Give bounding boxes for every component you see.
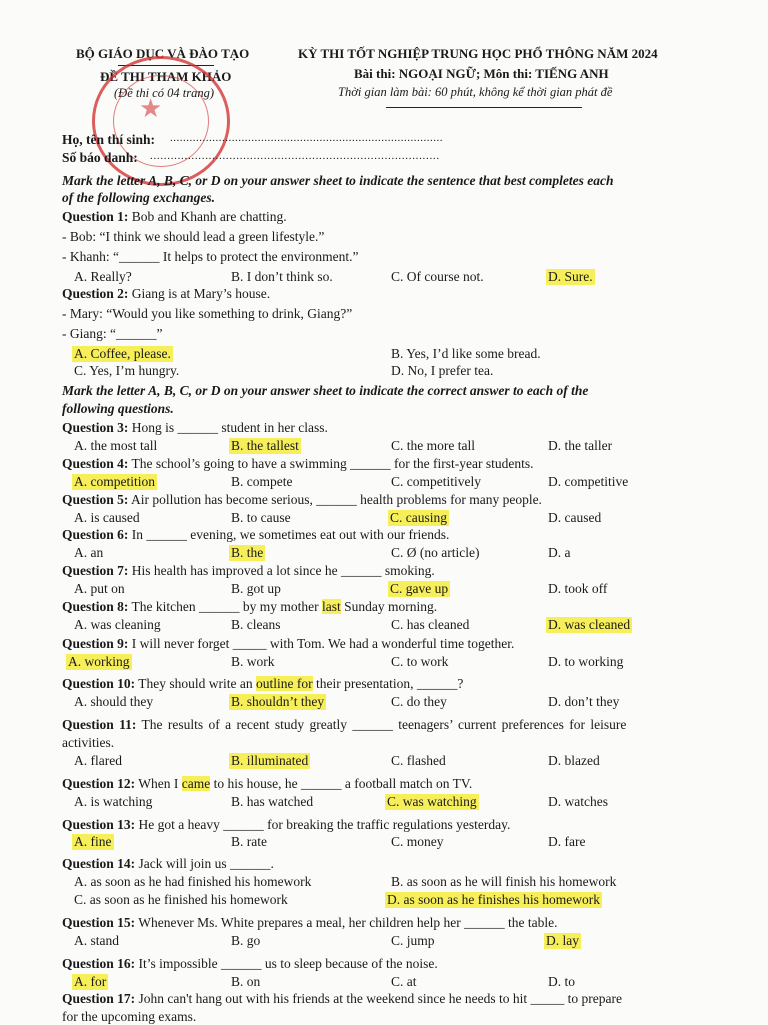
question-1: Question 1: Bob and Khanh are chatting. [62, 209, 287, 224]
q12-option-b: B. has watched [231, 794, 314, 809]
question-12: Question 12: When I came to his house, he ______ a football match on TV. [62, 776, 473, 791]
q7-option-c: C. gave up [390, 581, 449, 596]
question-6: Question 6: In ______ evening, we sometimes eat out with our friends. [62, 527, 450, 542]
q5-option-b: B. to cause [231, 510, 291, 525]
instruction-part2: Mark the letter A, B, C, or D on your answer sheet to indicate the correct answer to each of the [62, 383, 589, 398]
question-17: Question 17: John can't hang out with his friends at the weekend since he needs to hit _____ to prepare [62, 991, 622, 1006]
q6-option-c: C. Ø (no article) [391, 545, 480, 560]
q10-option-d: D. don’t they [548, 694, 620, 709]
q4-option-a: A. competition [74, 474, 155, 489]
q13-option-a: A. fine [74, 834, 112, 849]
question-16: Question 16: It’s impossible ______ us to sleep because of the noise. [62, 956, 438, 971]
q8-option-a: A. was cleaning [74, 617, 161, 632]
time-underline [386, 107, 582, 108]
q10-option-c: C. do they [391, 694, 447, 709]
q16-option-a: A. for [74, 974, 107, 989]
exam-time: Thời gian làm bài: 60 phút, không kể thời gian phát đề [338, 85, 613, 99]
q8-option-c: C. has cleaned [391, 617, 470, 632]
instruction-part1-cont: of the following exchanges. [62, 190, 216, 205]
q15-option-c: C. jump [391, 933, 435, 948]
q3-option-b: B. the tallest [231, 438, 299, 453]
q8-option-b: B. cleans [231, 617, 281, 632]
q10-option-b: B. shouldn’t they [231, 694, 325, 709]
q9-option-d: D. to working [548, 654, 624, 669]
q1-option-c: C. Of course not. [391, 269, 484, 284]
q11-option-b: B. illuminated [231, 753, 309, 768]
question-8: Question 8: The kitchen ______ by my mother last Sunday morning. [62, 599, 438, 614]
instruction-part1: Mark the letter A, B, C, or D on your answer sheet to indicate the sentence that best completes each [62, 173, 614, 188]
pages-note: (Đề thi có 04 trang) [114, 86, 214, 100]
question-15: Question 15: Whenever Ms. White prepares a meal, her children help her ______ the table. [62, 915, 558, 930]
q16-option-c: C. at [391, 974, 417, 989]
question-5: Question 5: Air pollution has become serious, ______ health problems for many people. [62, 492, 542, 507]
q14-option-b: B. as soon as he will finish his homework [391, 874, 617, 889]
candidate-number-label: Số báo danh: [62, 150, 138, 165]
q16-option-d: D. to [548, 974, 575, 989]
q6-option-a: A. an [74, 545, 104, 560]
question-17-cont: for the upcoming exams. [62, 1009, 197, 1024]
question-4: Question 4: The school’s going to have a swimming ______ for the first-year students. [62, 456, 534, 471]
q8-option-d: D. was cleaned [548, 617, 631, 632]
ministry-title: BỘ GIÁO DỤC VÀ ĐÀO TẠO [76, 46, 250, 61]
q7-option-b: B. got up [231, 581, 281, 596]
question-3: Question 3: Hong is ______ student in her class. [62, 420, 328, 435]
reference-label: ĐỀ THI THAM KHẢO [100, 69, 232, 84]
q5-option-d: D. caused [548, 510, 602, 525]
q2-line-1: - Mary: “Would you like something to drink, Giang?” [62, 306, 353, 321]
q1-option-d: D. Sure. [548, 269, 593, 284]
q15-option-a: A. stand [74, 933, 119, 948]
exam-title: KỲ THI TỐT NGHIỆP TRUNG HỌC PHỔ THÔNG NĂM 2024 [298, 46, 658, 61]
instruction-part2-cont: following questions. [62, 401, 174, 416]
q16-option-b: B. on [231, 974, 261, 989]
q12-option-d: D. watches [548, 794, 608, 809]
q2-line-2: - Giang: “______” [62, 326, 163, 341]
q4-option-d: D. competitive [548, 474, 629, 489]
q14-option-c: C. as soon as he finished his homework [74, 892, 288, 907]
q14-option-d: D. as soon as he finishes his homework [387, 892, 600, 907]
q2-option-a: A. Coffee, please. [74, 346, 171, 361]
question-11-cont: activities. [62, 735, 115, 750]
q3-option-d: D. the taller [548, 438, 613, 453]
candidate-name-label: Họ, tên thí sinh: [62, 132, 156, 147]
q1-option-b: B. I don’t think so. [231, 269, 333, 284]
question-13: Question 13: He got a heavy ______ for breaking the traffic regulations yesterday. [62, 817, 511, 832]
q7-option-d: D. took off [548, 581, 608, 596]
q9-option-c: C. to work [391, 654, 449, 669]
q6-option-b: B. the [231, 545, 264, 560]
candidate-name-field: .................................................................................... [170, 132, 443, 144]
q2-option-c: C. Yes, I’m hungry. [74, 363, 180, 378]
q3-option-c: C. the more tall [391, 438, 475, 453]
q15-option-b: B. go [231, 933, 261, 948]
q11-option-c: C. flashed [391, 753, 446, 768]
q6-option-d: D. a [548, 545, 571, 560]
q13-option-c: C. money [391, 834, 444, 849]
q4-option-c: C. competitively [391, 474, 481, 489]
q1-line-1: - Bob: “I think we should lead a green lifestyle.” [62, 229, 325, 244]
q13-option-b: B. rate [231, 834, 267, 849]
q2-option-b: B. Yes, I’d like some bread. [391, 346, 541, 361]
q14-option-a: A. as soon as he had finished his homework [74, 874, 312, 889]
q9-option-a: A. working [68, 654, 130, 669]
q10-option-a: A. should they [74, 694, 154, 709]
q7-option-a: A. put on [74, 581, 125, 596]
q1-option-a: A. Really? [74, 269, 132, 284]
q11-option-a: A. flared [74, 753, 122, 768]
candidate-number-field: .................................................................................... [150, 150, 440, 162]
q5-option-a: A. is caused [74, 510, 140, 525]
official-stamp: ★ [92, 56, 230, 186]
question-9: Question 9: I will never forget _____ with Tom. We had a wonderful time together. [62, 636, 515, 651]
q1-line-2: - Khanh: “______ It helps to protect the environment.” [62, 249, 359, 264]
q2-option-d: D. No, I prefer tea. [391, 363, 494, 378]
q15-option-d: D. lay [546, 933, 579, 948]
q12-option-c: C. was watching [387, 794, 477, 809]
question-2: Question 2: Giang is at Mary’s house. [62, 286, 271, 301]
q4-option-b: B. compete [231, 474, 293, 489]
question-14: Question 14: Jack will join us ______. [62, 856, 274, 871]
q9-option-b: B. work [231, 654, 275, 669]
exam-subject: Bài thi: NGOẠI NGỮ; Môn thi: TIẾNG ANH [354, 66, 609, 81]
q3-option-a: A. the most tall [74, 438, 158, 453]
question-10: Question 10: They should write an outline for their presentation, ______? [62, 676, 464, 691]
question-7: Question 7: His health has improved a lot since he ______ smoking. [62, 563, 435, 578]
q11-option-d: D. blazed [548, 753, 600, 768]
q12-option-a: A. is watching [74, 794, 153, 809]
q5-option-c: C. causing [390, 510, 447, 525]
q13-option-d: D. fare [548, 834, 586, 849]
question-11: Question 11: The results of a recent study greatly ______ teenagers’ current preferences for leisure [62, 717, 627, 732]
